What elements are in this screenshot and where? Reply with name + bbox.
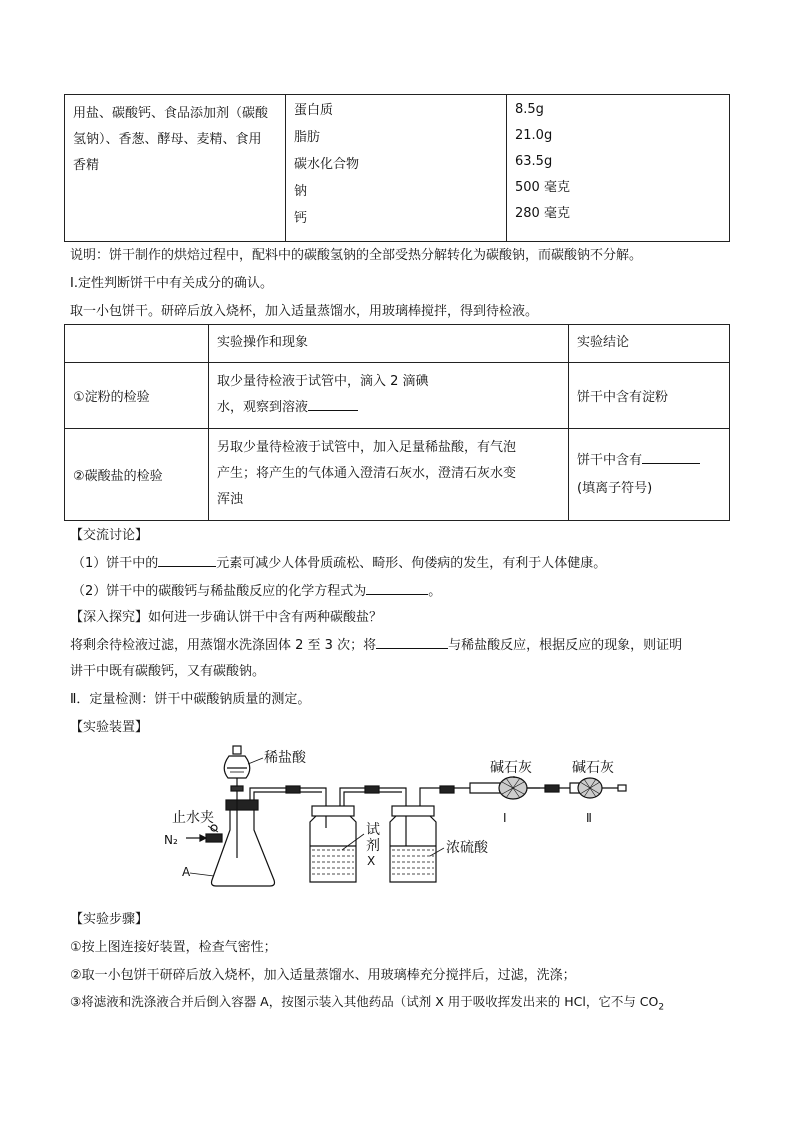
header-empty [65, 325, 209, 363]
row1-operation [209, 363, 569, 429]
label-conc-h2so4: 浓硫酸 [446, 840, 488, 856]
label-tube-ii: Ⅱ [586, 811, 592, 825]
answer-blank[interactable] [158, 552, 216, 567]
step-2: ②取一小包饼干研碎后放入烧杯，加入适量蒸馏水、用玻璃棒充分搅拌后，过滤，洗涤； [70, 968, 576, 983]
label-soda-lime-1: 碱石灰 [490, 760, 532, 776]
ingredients-cell [65, 95, 286, 242]
experiment-table [64, 324, 730, 521]
row2-conclusion-text: 饼干中含有 [577, 452, 643, 468]
ingredients-line: 氢钠）、香葱、酵母、麦精、食用 [73, 132, 262, 147]
label-dilute-hcl: 稀盐酸 [264, 750, 306, 766]
label-water-clamp: 止水夹 [172, 810, 214, 826]
question-2 [72, 580, 441, 599]
label-flask-a: A [182, 865, 191, 879]
nutrient-amount: 280 毫克 [515, 206, 570, 221]
question-1 [72, 552, 606, 571]
explore-line1 [70, 634, 682, 653]
answer-blank[interactable] [642, 449, 700, 464]
explore-title [70, 606, 382, 625]
bottle-sulfuric-acid [390, 806, 436, 882]
label-n2: N₂ [164, 833, 178, 847]
label-reagent-x: 试 [366, 822, 380, 838]
row2-name: ②碳酸盐的检验 [65, 429, 209, 521]
answer-blank[interactable] [366, 580, 428, 595]
row2-op-line: 另取少量待检液于试管中，加入足量稀盐酸，有气泡 [217, 440, 517, 455]
step-3-text: ③将滤液和洗涤液合并后倒入容器 A，按图示装入其他药品（试剂 X 用于吸收挥发出来的 HCl，它不与 CO [70, 994, 659, 1009]
explore-heading: 【深入探究】 [70, 610, 149, 625]
header-conclusion: 实验结论 [569, 325, 730, 363]
section2-title: Ⅱ．定量检测：饼干中碳酸钠质量的测定。 [70, 692, 311, 707]
tubing [250, 785, 626, 846]
label-tube-i: Ⅰ [503, 811, 507, 825]
label-reagent-x: 剂 [366, 838, 380, 854]
header-operation: 实验操作和现象 [209, 325, 569, 363]
label-reagent-x: X [367, 854, 376, 868]
prep-text: 取一小包饼干。研碎后放入烧杯，加入适量蒸馏水，用玻璃棒搅拌，得到待检液。 [70, 304, 539, 319]
row2-op-line: 产生；将产生的气体通入澄清石灰水，澄清石灰水变 [217, 466, 517, 481]
steps-title: 【实验步骤】 [70, 912, 149, 927]
q2-text: （2）饼干中的碳酸钙与稀盐酸反应的化学方程式为 [72, 584, 367, 599]
nutrients-cell [286, 95, 507, 242]
row1-conclusion: 饼干中含有淀粉 [569, 363, 730, 429]
nutrient-name: 钠 [294, 184, 308, 199]
row2-operation [209, 429, 569, 521]
apparatus-diagram [150, 738, 640, 898]
separatory-funnel [224, 746, 250, 800]
nutrient-name: 钙 [294, 211, 308, 226]
discussion-title: 【交流讨论】 [70, 528, 149, 543]
nutrient-amount: 63.5g [515, 154, 553, 169]
step-3 [70, 992, 664, 1013]
nutrient-name: 碳水化合物 [294, 157, 360, 172]
soda-lime-tube-1 [470, 777, 540, 799]
ingredients-line: 香精 [73, 158, 100, 173]
q2-text: 。 [428, 584, 442, 599]
apparatus-title: 【实验装置】 [70, 720, 149, 735]
nutrient-amount: 8.5g [515, 102, 544, 117]
row2-conclusion-hint: (填离子符号) [577, 480, 653, 496]
flask-a [208, 800, 275, 886]
explore-question: 如何进一步确认饼干中含有两种碳酸盐？ [148, 610, 383, 625]
explore-line2: 讲干中既有碳酸钙，又有碳酸钠。 [70, 664, 266, 679]
step-1: ①按上图连接好装置，检查气密性； [70, 940, 277, 955]
nutrient-amount: 500 毫克 [515, 180, 570, 195]
nutrition-table [64, 94, 730, 242]
explore-text: 与稀盐酸反应，根据反应的现象，则证明 [448, 638, 683, 653]
section1-title: Ⅰ.定性判断饼干中有关成分的确认。 [70, 276, 273, 291]
row1-name: ①淀粉的检验 [65, 363, 209, 429]
ingredients-line: 用盐、碳酸钙、食品添加剂（碳酸 [73, 106, 269, 121]
nutrient-amount: 21.0g [515, 128, 553, 143]
q1-text: （1）饼干中的 [72, 556, 159, 571]
nutrient-name: 蛋白质 [294, 103, 334, 118]
row2-op-line: 浑浊 [217, 492, 244, 507]
nutrient-name: 脂肪 [294, 130, 321, 145]
soda-lime-tube-2 [570, 778, 602, 798]
q1-text: 元素可减少人体骨质疏松、畸形、佝偻病的发生，有利于人体健康。 [216, 556, 607, 571]
n2-inlet [186, 825, 222, 842]
row1-op-line: 水，观察到溶液 [217, 400, 309, 415]
amounts-cell [507, 95, 730, 242]
answer-blank[interactable] [308, 396, 358, 411]
row1-op-line: 取少量待检液于试管中，滴入 2 滴碘 [217, 374, 429, 389]
explore-text: 将剩余待检液过滤，用蒸馏水洗涤固体 2 至 3 次；将 [70, 638, 377, 653]
label-soda-lime-2: 碱石灰 [572, 760, 614, 776]
note-text: 说明：饼干制作的烘焙过程中，配料中的碳酸氢钠的全部受热分解转化为碳酸钠，而碳酸钠不分解。 [70, 248, 643, 263]
answer-blank[interactable] [376, 634, 448, 649]
row2-conclusion [569, 429, 730, 521]
step-3-subscript: 2 [658, 1002, 665, 1013]
bottle-reagent-x [310, 806, 356, 882]
